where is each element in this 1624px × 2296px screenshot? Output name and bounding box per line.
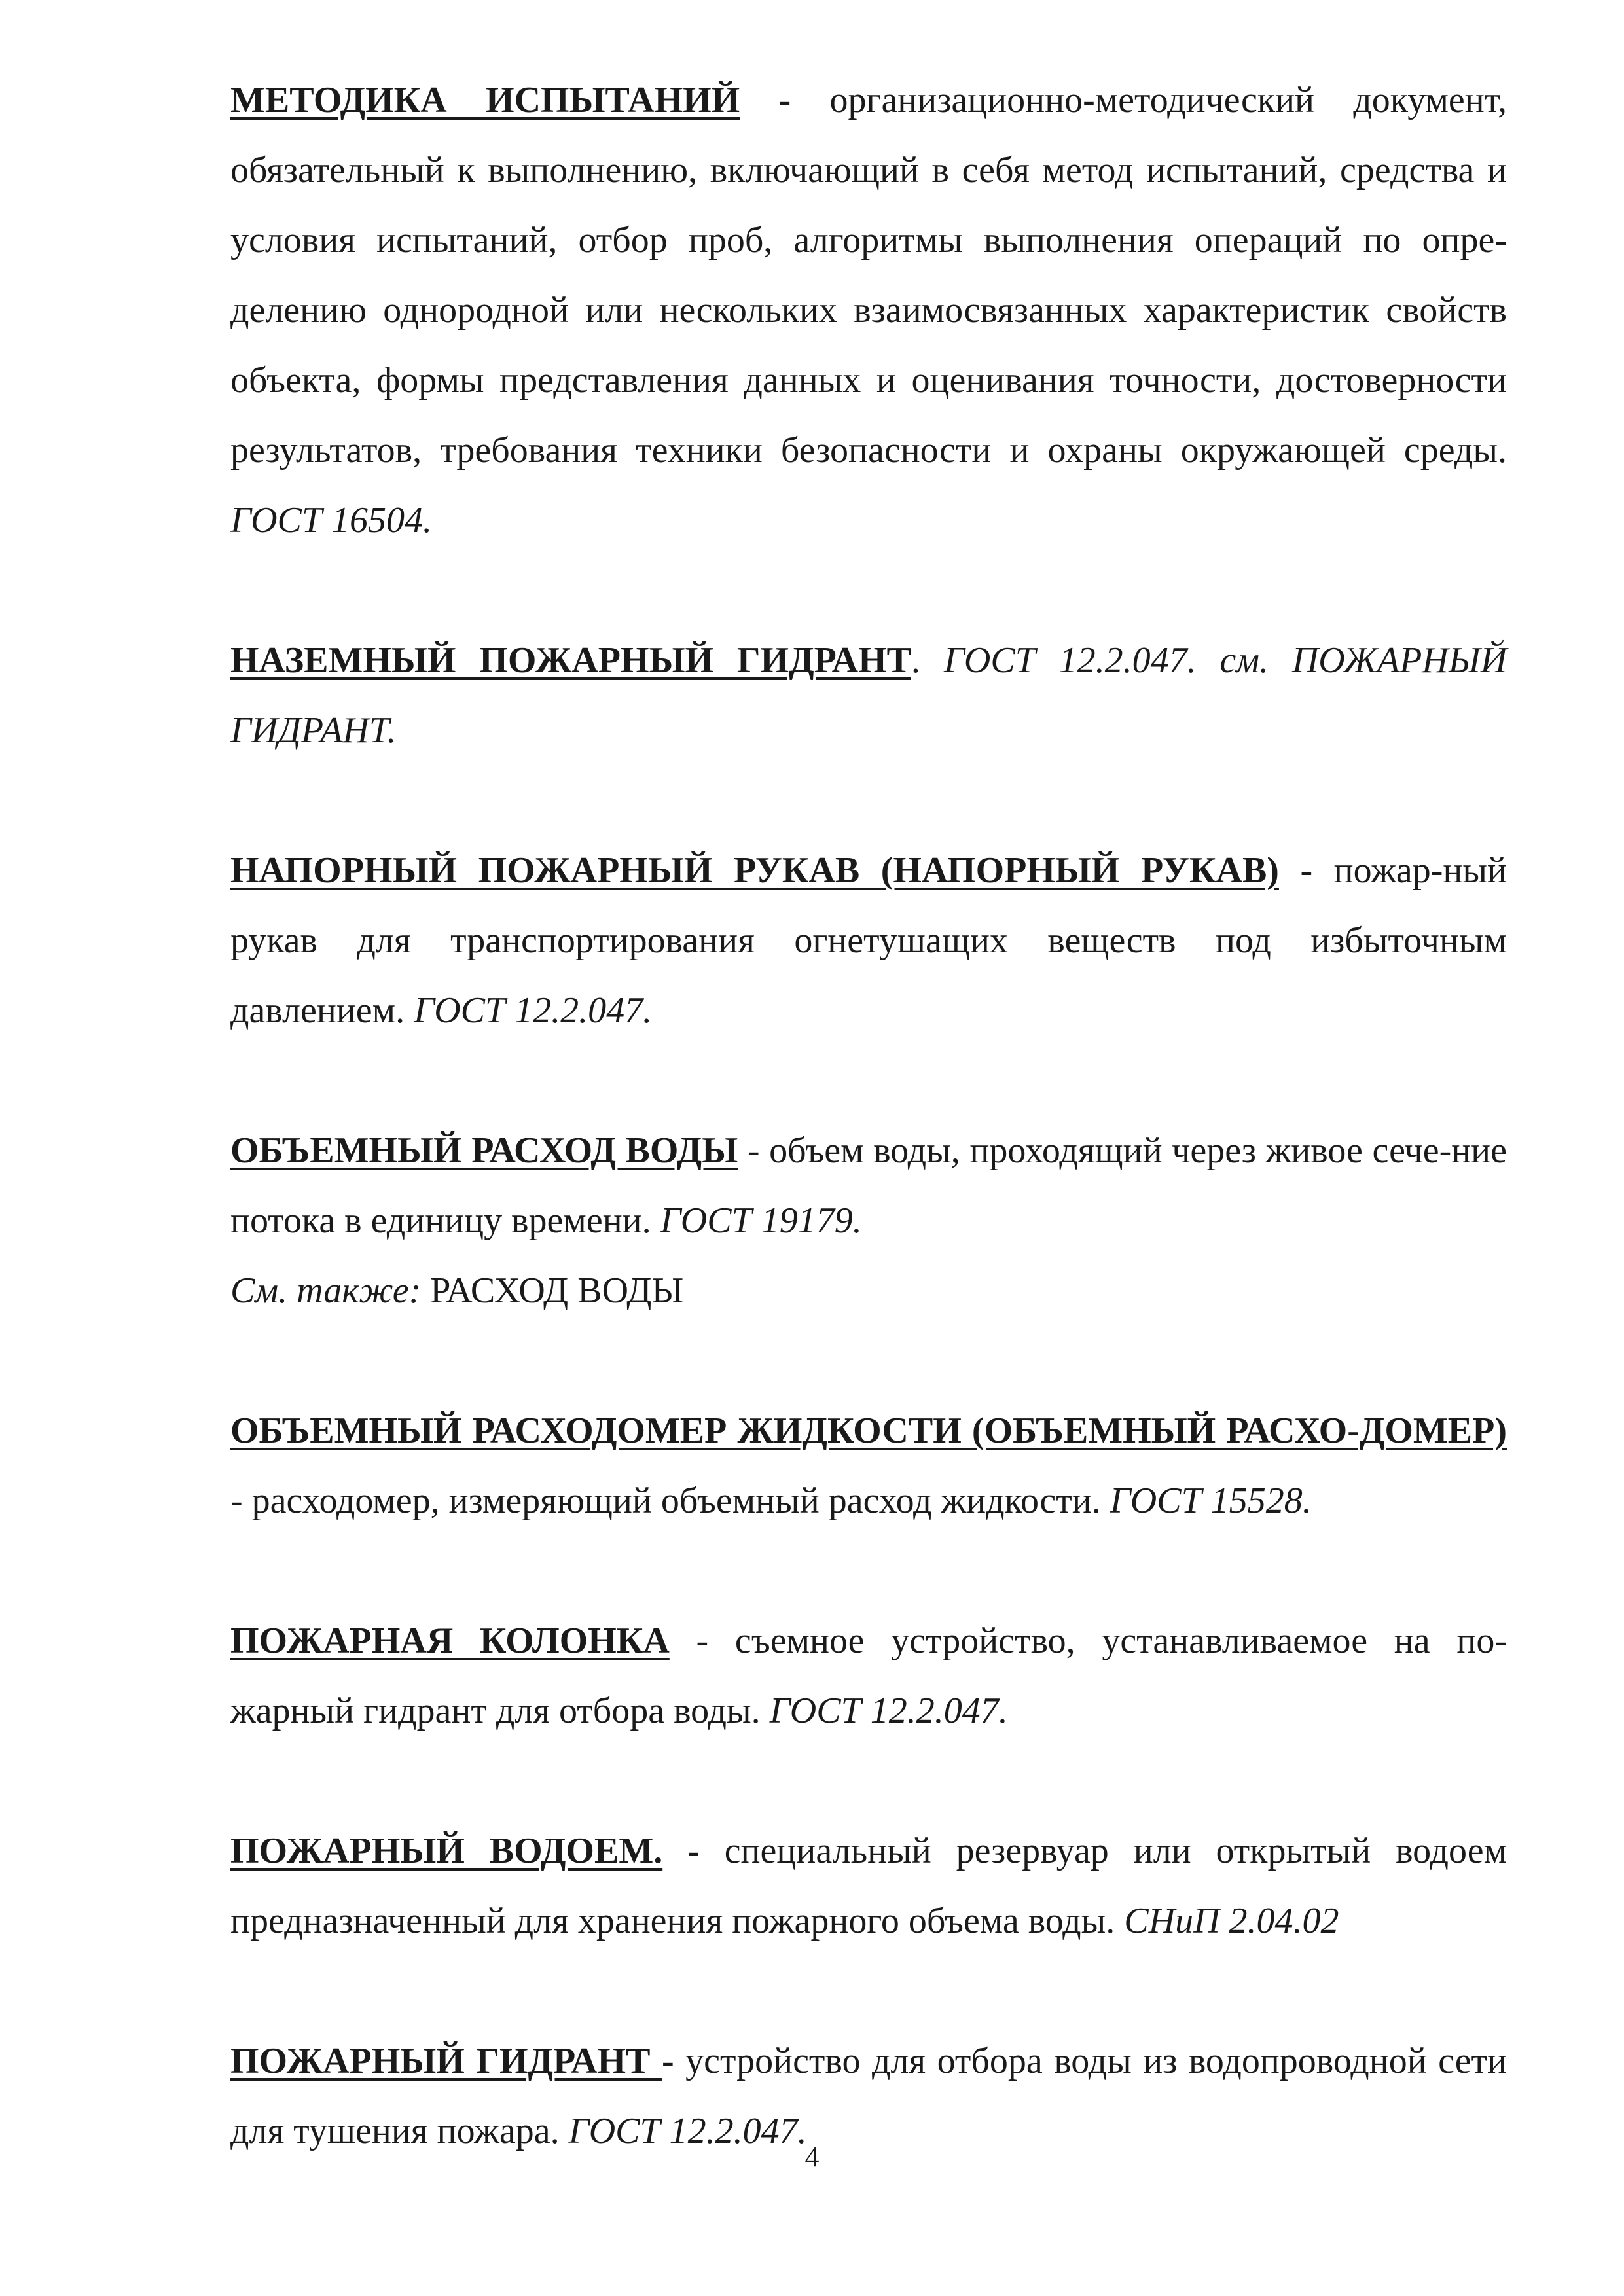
- entry-term: ОБЪЕМНЫЙ РАСХОД ВОДЫ: [230, 1130, 738, 1171]
- entry-term: ОБЪЕМНЫЙ РАСХОДОМЕР ЖИДКОСТИ (ОБЪЕМНЫЙ РАСХО-ДОМЕР): [230, 1410, 1507, 1451]
- glossary-entry-fire-column: [230, 1606, 1507, 1746]
- glossary-entry-pressure-hose: [230, 836, 1507, 1046]
- entry-definition: - пожар-ный рукав для транспортирования огнетушащих веществ под избыточным давлением.: [230, 850, 1507, 1031]
- entry-source: ГОСТ 16504.: [230, 500, 433, 541]
- entry-definition: - специальный резервуар или открытый водоем предназначенный для хранения пожарного объема воды.: [230, 1831, 1507, 1941]
- entry-term: НАПОРНЫЙ ПОЖАРНЫЙ РУКАВ (НАПОРНЫЙ РУКАВ): [230, 850, 1279, 891]
- glossary-entry-fire-reservoir: [230, 1816, 1507, 1956]
- entry-definition: - расходомер, измеряющий объемный расход жидкости.: [230, 1480, 1110, 1521]
- see-also-line: [230, 1256, 1507, 1326]
- glossary-entry-volumetric-flowmeter: [230, 1396, 1507, 1536]
- entry-definition: - объем воды, проходящий через живое сече-ние потока в единицу времени.: [230, 1130, 1507, 1241]
- entry-term: ПОЖАРНАЯ КОЛОНКА: [230, 1621, 670, 1661]
- entry-term: ПОЖАРНЫЙ ВОДОЕМ.: [230, 1831, 663, 1871]
- page-number: 4: [804, 2141, 820, 2173]
- entry-source: ГОСТ 12.2.047. см. ПОЖАРНЫЙ ГИДРАНТ.: [230, 640, 1507, 751]
- entry-source: ГОСТ 19179.: [660, 1200, 862, 1241]
- entry-source: ГОСТ 12.2.047.: [414, 990, 653, 1031]
- entry-term: ПОЖАРНЫЙ ГИДРАНТ: [230, 2041, 662, 2081]
- entry-term: МЕТОДИКА ИСПЫТАНИЙ: [230, 80, 740, 120]
- entry-term: НАЗЕМНЫЙ ПОЖАРНЫЙ ГИДРАНТ: [230, 640, 912, 681]
- see-also-value: РАСХОД ВОДЫ: [421, 1270, 684, 1311]
- entry-definition: - съемное устройство, устанавливаемое на по-жарный гидрант для отбора воды.: [230, 1621, 1507, 1731]
- entry-source: ГОСТ 12.2.047.: [769, 1691, 1008, 1731]
- entry-source: СНиП 2.04.02: [1124, 1901, 1339, 1941]
- entry-definition: - организационно-методический документ, обязательный к выполнению, включающий в себя метод испытаний, средства и условия испытаний, отбор проб, алгоритмы выполнения операций по опре-делению однородной или нескольких взаимосвязанных характеристик свойств объекта, формы представления данных и оценивания точности, достоверности результатов, требования техники безопасности и охраны окружающей среды.: [230, 80, 1507, 471]
- glossary-entry-volumetric-flow: [230, 1116, 1507, 1256]
- entry-source: ГОСТ 12.2.047.: [568, 2111, 807, 2151]
- see-also-label: См. также:: [230, 1270, 422, 1311]
- entry-definition: - устройство для отбора воды из водопроводной сети для тушения пожара.: [230, 2041, 1507, 2151]
- document-page: [230, 65, 1507, 2166]
- entry-source: ГОСТ 15528.: [1110, 1480, 1312, 1521]
- entry-definition: .: [911, 640, 944, 681]
- glossary-entry-methodology: [230, 65, 1507, 556]
- glossary-entry-ground-hydrant: [230, 626, 1507, 766]
